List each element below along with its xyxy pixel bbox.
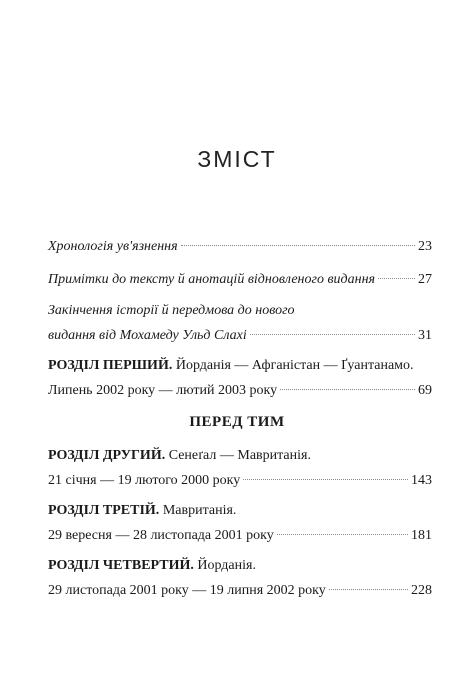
chapter-dates: 29 вересня — 28 листопада 2001 року: [48, 528, 274, 543]
toc-entry-title: Хронологія ув'язнення: [48, 239, 178, 254]
chapter-dates: 29 листопада 2001 року — 19 липня 2002 року: [48, 583, 326, 598]
dot-leader: [181, 245, 415, 246]
toc-page-number: 181: [411, 528, 432, 543]
toc-page-number: 27: [418, 272, 432, 287]
toc-entry-title-line2: видання від Мохамеду Ульд Слахі: [48, 328, 247, 343]
toc-page-number: 143: [411, 473, 432, 488]
toc-page-number: 23: [418, 239, 432, 254]
toc-entry-chronology[interactable]: [48, 238, 432, 256]
chapter-label: РОЗДІЛ ТРЕТІЙ.: [48, 503, 160, 518]
toc-page-number: 228: [411, 583, 432, 598]
chapter-label: РОЗДІЛ ДРУГИЙ.: [48, 448, 166, 463]
toc-entry-chapter-4[interactable]: [48, 557, 432, 600]
toc-entry-title: Примітки до тексту й анотацій відновленого видання: [48, 272, 376, 287]
chapter-places: Йорданія — Афганістан — Ґуантанамо.: [172, 358, 414, 373]
toc-title: ЗМІСТ: [197, 146, 277, 172]
toc-entry-chapter-1[interactable]: [48, 357, 432, 400]
toc-entry-chapter-3[interactable]: [48, 502, 432, 545]
chapter-dates: 21 січня — 19 лютого 2000 року: [48, 473, 241, 488]
chapter-places: Йорданія.: [193, 558, 256, 573]
dot-leader: [280, 389, 415, 390]
toc-page-number: 69: [418, 383, 432, 398]
chapter-places: Сенеґал — Мавританія.: [165, 448, 311, 463]
section-heading: ПЕРЕД ТИМ: [189, 414, 285, 430]
toc-page-number: 31: [418, 328, 432, 343]
dot-leader: [277, 534, 408, 535]
chapter-label: РОЗДІЛ ЧЕТВЕРТИЙ.: [48, 558, 194, 573]
dot-leader: [329, 589, 408, 590]
toc-entry-chapter-2[interactable]: [48, 447, 432, 490]
dot-leader: [243, 479, 408, 480]
toc-entry-afterword[interactable]: [48, 302, 432, 345]
chapter-dates: Липень 2002 року — лютий 2003 року: [48, 383, 278, 398]
toc-entry-notes[interactable]: [48, 271, 432, 289]
toc-entry-title-line1: Закінчення історії й передмова до нового: [48, 303, 295, 318]
chapter-label: РОЗДІЛ ПЕРШИЙ.: [48, 358, 173, 373]
dot-leader: [378, 278, 415, 279]
dot-leader: [250, 334, 415, 335]
chapter-places: Мавританія.: [159, 503, 237, 518]
